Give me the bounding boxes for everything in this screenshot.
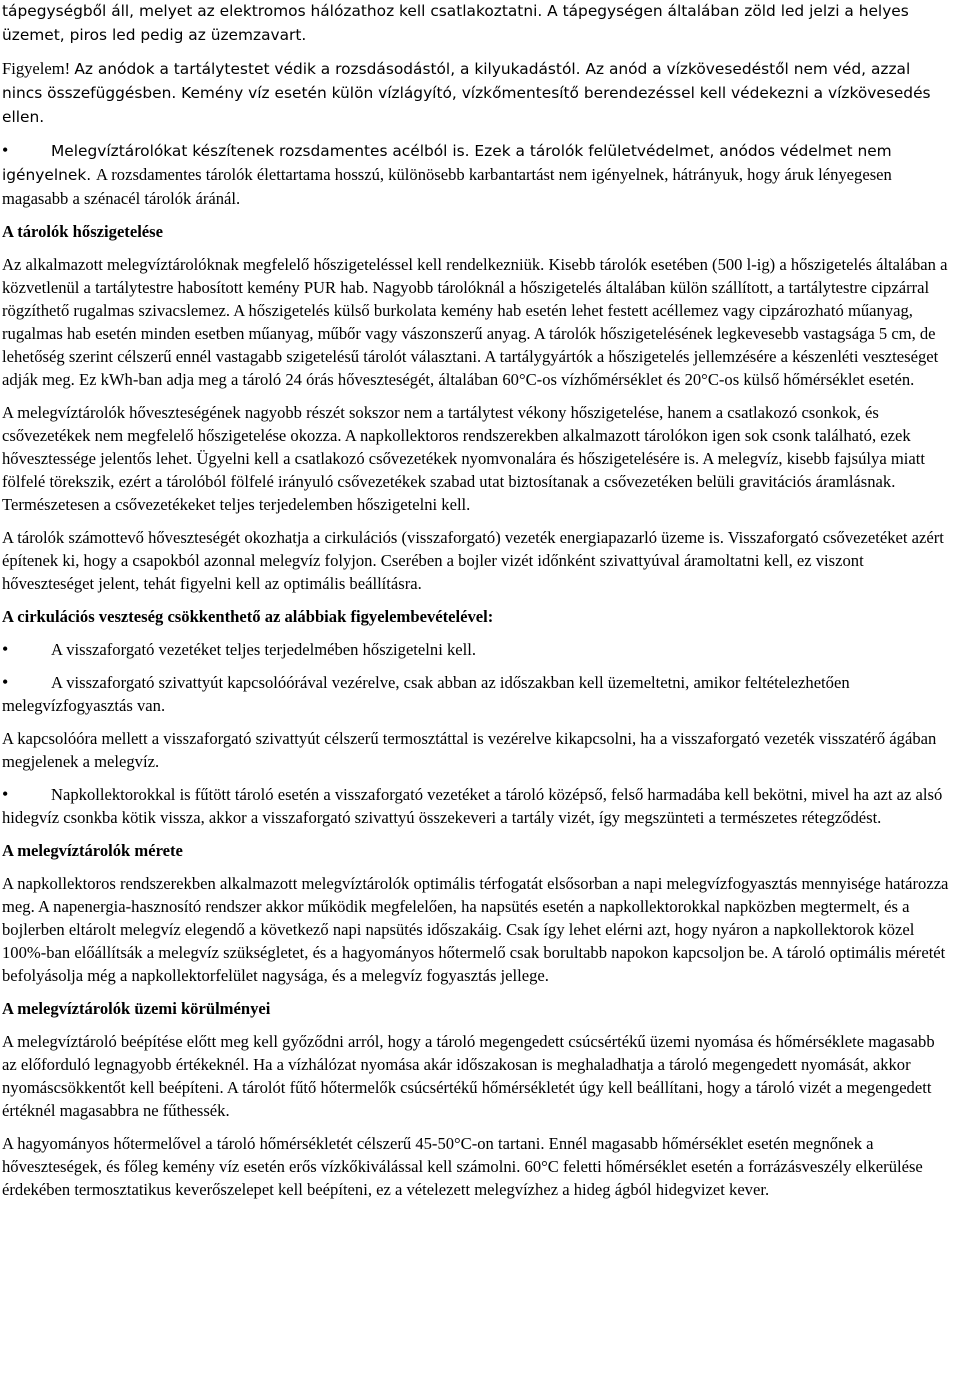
- text-run: tápegységből áll, melyet az elektromos hálózathoz kell csatlakoztatni. A tápegységen általában zöld led jelzi a helyes üzemet, piros led pedig az üzemzavart.: [2, 2, 909, 44]
- text-run: A kapcsolóóra mellett a visszaforgató szivattyút célszerű termosztáttal is vezérelve kikapcsolni, ha a visszaforgató vezeték visszatérő ágában megjelenek a melegvíz.: [2, 729, 937, 771]
- paragraph: [2, 1132, 952, 1201]
- bullet-icon: [2, 139, 51, 162]
- text-run: Az alkalmazott melegvíztárolóknak megfelelő hőszigeteléssel kell rendelkezniük. Kisebb tárolók esetében (500 l-ig) a hőszigetelés általában a közvetlenül a tartálytestre habosított kemény PUR hab. Nagyobb tárolóknál a hőszigetelés általában külön szállított, a tartálytestre cipzárral rögzíthető rugalmas szivacslemez. A hőszigetelés külső burkolata kemény hab esetén lehet festett acéllemez vagy cipzározható műanyag, rugalmas hab esetén minden esetben műanyag, műbőr vagy vászonszerű anyag. A tárolók hőszigetelésének legkevesebb vastagsága 5 cm, de lehetőség szerint célszerű ennél vastagabb szigetelésű tárolót választani. A tartálygyártók a hőszigetelés jellemzésére a készenléti veszteséget adják meg. Ez kWh-ban adja meg a tároló 24 órás hőveszteségét, általában 60°C-os vízhőmérséklet és 20°C-os külső hőmérséklet esetén.: [2, 255, 948, 389]
- text-run: Napkollektorokkal is fűtött tároló esetén a visszaforgató vezetéket a tároló középső, felső harmadába kell bekötni, mivel ha azt az alsó hidegvíz csonkba kötik vissza, akkor a visszaforgató szivattyú összekeveri a tartály vizét, így megszünteti a természetes rétegződést.: [2, 785, 943, 827]
- bullet-item: [2, 783, 952, 829]
- text-run: A hagyományos hőtermelővel a tároló hőmérsékletét célszerű 45-50°C-on tartani. Ennél magasabb hőmérséklet esetén megnőnek a hőveszteségek, és főleg kemény víz esetén erős vízkőkiválással kell számolni. 60°C feletti hőmérséklet esetén a forrázásveszély elkerülése érdekében termosztatikus keverőszelepet kell beépíteni, ez a vételezett melegvízhez a hideg ágból hidegvizet kever.: [2, 1134, 923, 1199]
- bullet-item: [2, 139, 952, 210]
- bullet-icon: [2, 638, 51, 661]
- text-run: A napkollektoros rendszerekben alkalmazott melegvíztárolók optimális térfogatát elsősorban a napi melegvízfogyasztás mennyisége határozza meg. A napenergia-hasznosító rendszer akkor működik megfelelően, ha napsütés esetén a napkollektorokkal napközben megtermelt, és a bojlerben eltárolt melegvíz elegendő a következő napi napsütés időszakáig. Csak így lehet elérni azt, hogy nyáron a napkollektorok közel 100%-ban előállítsák a melegvíz szükségletet, és a hagyományos hőtermelő csak borultabb napokon kapcsoljon be. A tároló optimális méretét befolyásolja még a napkollektorfelület nagysága, és a melegvíz fogyasztás jellege.: [2, 874, 949, 985]
- paragraph: [2, 526, 952, 595]
- section-heading: A cirkulációs veszteség csökkenthető az alábbiak figyelembevételével:: [2, 607, 494, 626]
- paragraph: [2, 253, 952, 391]
- text-run: A tárolók számottevő hőveszteségét okozhatja a cirkulációs (visszaforgató) vezeték energiapazarló üzeme is. Visszaforgató csővezetéket azért építenek ki, hogy a csapokból azonnal melegvíz folyjon. Cserében a bojler vizét időnként szivattyúval áramoltatni kell, ez viszont hőveszteséget jelent, tehát figyelni kell az optimális beállításra.: [2, 528, 944, 593]
- text-run: A visszaforgató vezetéket teljes terjedelmében hőszigetelni kell.: [51, 640, 476, 659]
- paragraph: [2, 872, 952, 987]
- text-run: A melegvíztároló beépítése előtt meg kell győződni arról, hogy a tároló megengedett csúcsértékű üzemi nyomása és hőmérséklete magasabb az előforduló legnagyobb értékeknél. Ha a vízhálózat nyomása akár időszakosan is meghaladhatja a tároló megengedett nyomását, akkor nyomáscsökkentőt kell beépíteni. A tárolót fűtő hőtermelők csúcsértékű hőmérsékletét úgy kell beállítani, hogy a tároló vizét a megengedett értéknél magasabbra ne fűthessék.: [2, 1032, 935, 1120]
- paragraph: [2, 0, 952, 47]
- bullet-item: [2, 638, 952, 661]
- paragraph: [2, 1030, 952, 1122]
- section-heading: A melegvíztárolók mérete: [2, 841, 183, 860]
- section-heading: A melegvíztárolók üzemi körülményei: [2, 999, 271, 1018]
- paragraph: [2, 401, 952, 516]
- text-run: A melegvíztárolók hőveszteségének nagyobb részét sokszor nem a tartálytest vékony hőszigetelése, hanem a csatlakozó csonkok, és csővezetékek nem megfelelő hőszigetelése okozza. A napkollektoros rendszerekben alkalmazott tárolókon igen sok csonk található, ezek hővesztessége jelentős lehet. Ügyelni kell a csatlakozó csővezetékek nyomvonalára és hőszigetelésére is. A melegvíz, kisebb fajsúlya miatt fölfelé törekszik, ezért a tárolóból fölfelé irányuló csővezetékek szabad utat biztosítanak a csővezetéken belüli gravitációs áramlásnak. Természetesen a csővezetékeket teljes terjedelemben hőszigetelni kell.: [2, 403, 925, 514]
- text-run: A rozsdamentes tárolók élettartama hosszú, különösebb karbantartást nem igényelnek, hátrányuk, hogy áruk lényegesen magasabb a szénacél tárolók áránál.: [2, 165, 892, 208]
- text-run: Melegvíztárolókat készítenek rozsdamentes acélból is. Ezek a tárolók felületvédelmet, anódos védelmet nem igényelnek.: [2, 142, 892, 184]
- text-run: Figyelem!: [2, 59, 75, 78]
- paragraph: [2, 727, 952, 773]
- section-heading: A tárolók hőszigetelése: [2, 222, 163, 241]
- text-run: Az anódok a tartálytestet védik a rozsdásodástól, a kilyukadástól. Az anód a vízkövesedéstől nem véd, azzal nincs összefüggésben. Kemény víz esetén külön vízlágyító, vízkőmentesítő berendezéssel kell védekezni a vízkövesedés ellen.: [2, 60, 931, 126]
- document-page: [2, 0, 952, 1201]
- text-run: A visszaforgató szivattyút kapcsolóórával vezérelve, csak abban az időszakban kell üzemeltetni, amikor feltételezhetően melegvízfogyasztás van.: [2, 673, 850, 715]
- bullet-icon: [2, 671, 51, 694]
- bullet-item: [2, 671, 952, 717]
- paragraph: [2, 57, 952, 129]
- bullet-icon: [2, 783, 51, 806]
